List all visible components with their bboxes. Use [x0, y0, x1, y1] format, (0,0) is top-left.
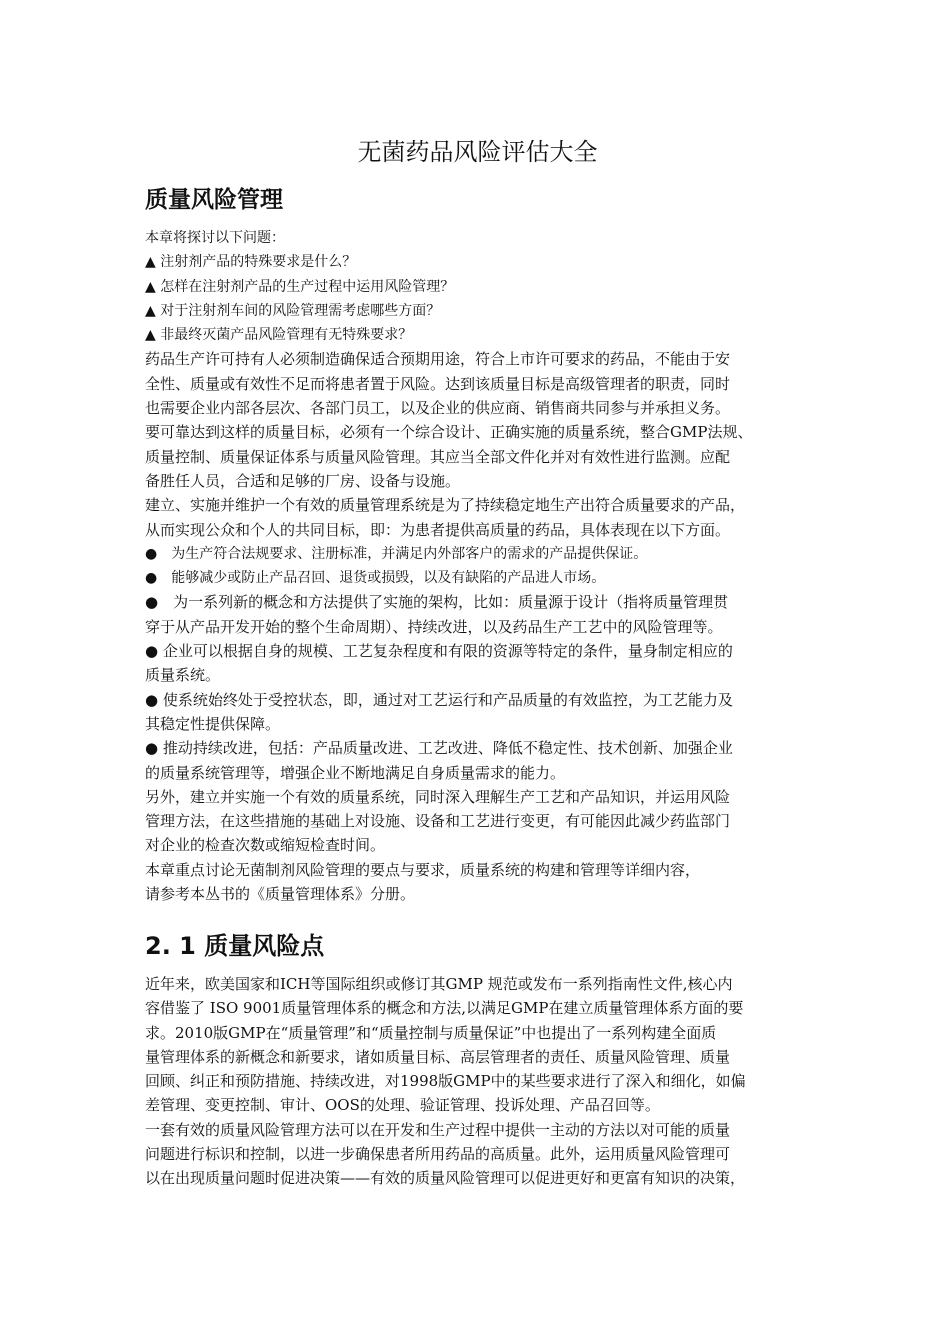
paragraph-line: 近年来，欧美国家和ICH等国际组织或修订其GMP 规范或发布一系列指南性文件,核心内	[145, 975, 733, 993]
paragraph-line: 对企业的检查次数或缩短检查时间。	[145, 836, 386, 855]
paragraph-line: 求。2010版GMP在“质量管理”和“质量控制与质量保证”中也提出了一系列构建全面质	[145, 1023, 717, 1042]
paragraph-line: 容借鉴了 ISO 9001质量管理体系的概念和方法,以满足GMP在建立质量管理体系方面的要	[145, 999, 744, 1018]
paragraph-line: 其稳定性提供保障。	[145, 714, 281, 733]
paragraph-line: 回顾、纠正和预防措施、持续改进，对1998版GMP中的某些要求进行了深入和细化，如偏	[145, 1072, 746, 1091]
bullet-item: ● 为生产符合法规要求、注册标准，并满足内外部客户的需求的产品提供保证。	[145, 545, 648, 562]
bullet-item: ● 推动持续改进，包括：产品质量改进、工艺改进、降低不稳定性、技术创新、加强企业	[145, 739, 733, 758]
paragraph-line: 从而实现公众和个人的共同目标，即：为患者提供高质量的药品，具体表现在以下方面。	[145, 520, 731, 539]
paragraph-line: 本章重点讨论无菌制剂风险管理的要点与要求，质量系统的构建和管理等详细内容，	[145, 860, 701, 879]
paragraph-line: 差管理、变更控制、审计、OOS的处理、验证管理、投诉处理、产品召回等。	[145, 1096, 660, 1115]
section2-body	[145, 972, 810, 1191]
question-item: ▲ 注射剂产品的特殊要求是什么？	[145, 254, 357, 271]
question-item: ▲ 怎样在注射剂产品的生产过程中运用风险管理？	[145, 278, 455, 295]
paragraph-line: 请参考本丛书的《质量管理体系》分册。	[145, 885, 416, 904]
paragraph-line: 一套有效的质量风险管理方法可以在开发和生产过程中提供一主动的方法以对可能的质量	[145, 1120, 731, 1139]
document-title: 无菌药品风险评估大全	[357, 138, 598, 166]
section-heading-quality-risk-management: 质量风险管理	[145, 187, 283, 213]
section-heading-2-1: 2. 1 质量风险点	[145, 932, 325, 960]
paragraph-line: 质量系统。	[145, 666, 221, 685]
paragraph-line: 建立、实施并维护一个有效的质量管理系统是为了持续稳定地生产出符合质量要求的产品，	[145, 496, 746, 515]
paragraph-line: 管理方法，在这些措施的基础上对设施、设备和工艺进行变更，有可能因此减少药监部门	[145, 812, 731, 831]
paragraph-line: 质量控制、质量保证体系与质量风险管理。其应当全部文件化并对有效性进行监测。应配	[145, 447, 731, 466]
paragraph-line: 本章将探讨以下问题：	[145, 230, 285, 246]
paragraph-line: 以在出现质量问题时促进决策——有效的质量风险管理可以促进更好和更富有知识的决策，	[145, 1169, 746, 1188]
section1-body	[145, 226, 810, 906]
paragraph-line: 要可靠达到这样的质量目标，必须有一个综合设计、正确实施的质量系统，整合GMP法规、	[145, 423, 753, 442]
paragraph-line: 问题进行标识和控制，以进一步确保患者所用药品的高质量。此外，运用质量风险管理可	[145, 1145, 731, 1164]
bullet-item: ● 使系统始终处于受控状态，即，通过对工艺运行和产品质量的有效监控，为工艺能力及	[145, 690, 733, 709]
paragraph-line: 全性、质量或有效性不足而将患者置于风险。达到该质量目标是高级管理者的职责，同时	[145, 374, 731, 393]
question-item: ▲ 对于注射剂车间的风险管理需考虑哪些方面？	[145, 302, 441, 319]
paragraph-line: 穿于从产品开发开始的整个生命周期）、持续改进，以及药品生产工艺中的风险管理等。	[145, 617, 723, 636]
bullet-item: ● 企业可以根据自身的规模、工艺复杂程度和有限的资源等特定的条件，量身制定相应的	[145, 642, 733, 661]
paragraph-line: 的质量系统管理等，增强企业不断地满足自身质量需求的能力。	[145, 763, 566, 782]
paragraph-line: 量管理体系的新概念和新要求，诸如质量目标、高层管理者的责任、质量风险管理、质量	[145, 1047, 731, 1066]
paragraph-line: 也需要企业内部各层次、各部门员工，以及企业的供应商、销售商共同参与并承担义务。	[145, 399, 731, 418]
paragraph-line: 药品生产许可持有人必须制造确保适合预期用途，符合上市许可要求的药品，不能由于安	[145, 350, 731, 369]
paragraph-line: 备胜任人员，合适和足够的厂房、设备与设施。	[145, 471, 461, 490]
question-item: ▲ 非最终灭菌产品风险管理有无特殊要求？	[145, 327, 413, 344]
bullet-item: ● 能够减少或防止产品召回、退货或损毁，以及有缺陷的产品进人市场。	[145, 570, 606, 587]
bullet-item: ● 为一系列新的概念和方法提供了实施的架构，比如：质量源于设计（指将质量管理贯	[145, 593, 729, 612]
paragraph-line: 另外，建立并实施一个有效的质量系统，同时深入理解生产工艺和产品知识，并运用风险	[145, 787, 731, 806]
